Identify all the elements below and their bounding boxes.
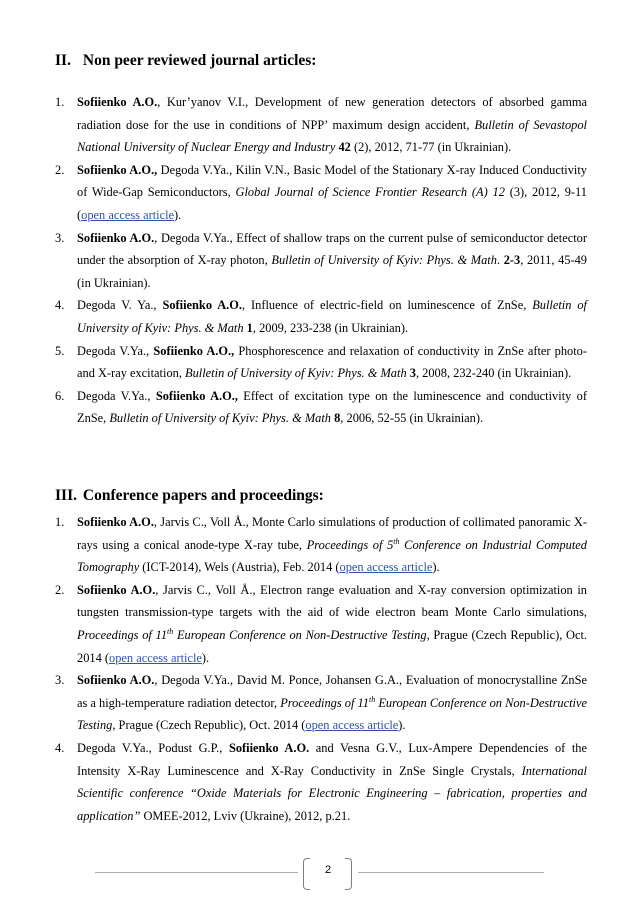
footer-divider-right bbox=[358, 872, 544, 873]
section-title: Non peer reviewed journal articles: bbox=[82, 52, 317, 69]
reference-item bbox=[55, 340, 587, 385]
reference-text: Degoda V. Ya., Sofiienko A.O., Influence of electric-field on luminescence of ZnSe, Bulletin of University of Kyiv: Phys. & Math 1, 2009, 233-238 (in Ukrainian). bbox=[77, 298, 587, 335]
open-access-link[interactable]: open access article bbox=[109, 650, 202, 665]
reference-number: 5. bbox=[55, 343, 65, 358]
reference-number: 2. bbox=[55, 162, 65, 177]
reference-text: Sofiienko A.O., Degoda V.Ya., David M. Ponce, Johansen G.A., Evaluation of monocrystalline ZnSe as a high-temperature radiation detector, Proceedings of 11th European Conference on Non-Destructive Testing, Prague (Czech Republic), Oct. 2014 (open access article). bbox=[77, 673, 587, 733]
page-number-bracket-left bbox=[303, 858, 310, 890]
reference-text: Sofiienko A.O., Jarvis C., Voll Å., Electron range evaluation and X-ray conversion optimization in tungsten transmission-type targets with the aid of wide electron beam Monte Carlo simulations, Proceedings of 11th European Conference on Non-Destructive Testing, Prague (Czech Republic), Oct. 2014 (open access article). bbox=[77, 582, 587, 665]
reference-number: 1. bbox=[55, 95, 65, 109]
reference-item bbox=[55, 511, 587, 579]
conference-papers-list bbox=[55, 511, 587, 827]
reference-text: Sofiienko A.O., Kur’yanov V.I., Development of new generation detectors of absorbed gamma radiation dose for the use in conditions of NPP’ maximum design accident, Bulletin of Sevastopol National University of Nuclear Energy and Industry 42 (2), 2012, 71-77 (in Ukrainian). bbox=[77, 95, 588, 155]
reference-number: 2. bbox=[55, 582, 65, 597]
open-access-link[interactable]: open access article bbox=[339, 560, 433, 575]
page-number-bracket-right bbox=[345, 858, 352, 890]
footer-divider-left bbox=[95, 872, 298, 873]
reference-text: Degoda V.Ya., Sofiienko A.O., Phosphorescence and relaxation of conductivity in ZnSe after photo- and X-ray excitation, Bulletin of University of Kyiv: Phys. & Math 3, 2008, 232-240 (in Ukrainian). bbox=[77, 343, 587, 381]
reference-text: Sofiienko A.O., Degoda V.Ya., Kilin V.N., Basic Model of the Stationary X-ray Induced Conductivity of Wide-Gap Semiconductors, Global Journal of Science Frontier Research (A) 12 (3), 2012, 9-11 (open access article). bbox=[77, 162, 587, 222]
reference-item bbox=[55, 737, 587, 827]
reference-item bbox=[55, 385, 587, 430]
reference-number: 4. bbox=[55, 298, 65, 313]
open-access-link[interactable]: open access article bbox=[305, 718, 399, 733]
reference-text: Degoda V.Ya., Podust G.P., Sofiienko A.O. and Vesna G.V., Lux-Ampere Dependencies of the Intensity X-Ray Luminescence and X-Ray Conductivity in ZnSe Single Crystals, International Scientific conference “Oxide Materials for Electronic Engineering – fabrication, properties and application” OMEE-2012, Lviv (Ukraine), 2012, p.21. bbox=[77, 740, 587, 823]
section-title: Conference papers and proceedings: bbox=[82, 487, 324, 504]
reference-text: Sofiienko A.O., Jarvis C., Voll Å., Monte Carlo simulations of production of collimated panoramic X-rays using a conical anode-type X-ray tube, Proceedings of 5th Conference on Industrial Computed Tomography (ICT-2014), Wels (Austria), Feb. 2014 (open access article). bbox=[77, 515, 587, 575]
reference-number: 4. bbox=[55, 740, 65, 755]
page-number: 2 bbox=[324, 864, 332, 876]
reference-number: 3. bbox=[55, 230, 65, 245]
reference-number: 1. bbox=[55, 515, 65, 529]
reference-text: Sofiienko A.O., Degoda V.Ya., Effect of shallow traps on the current pulse of semiconductor detector under the absorption of X-ray photon, Bulletin of University of Kyiv: Phys. & Math. 2-3, 2011, 45-49 (in Ukrainian). bbox=[77, 230, 587, 290]
section-number: II. bbox=[55, 52, 71, 69]
reference-item bbox=[55, 294, 587, 339]
section-number: III. bbox=[55, 487, 77, 504]
reference-number: 3. bbox=[55, 673, 65, 688]
reference-item bbox=[55, 669, 587, 737]
reference-item bbox=[55, 579, 587, 669]
reference-item bbox=[55, 159, 587, 227]
open-access-link[interactable]: open access article bbox=[81, 207, 175, 222]
section-heading-conference-papers bbox=[55, 487, 324, 505]
reference-item bbox=[55, 227, 587, 295]
reference-number: 6. bbox=[55, 388, 65, 403]
reference-item bbox=[55, 91, 587, 159]
reference-text: Degoda V.Ya., Sofiienko A.O., Effect of excitation type on the luminescence and conductivity of ZnSe, Bulletin of University of Kyiv: Phys. & Math 8, 2006, 52-55 (in Ukrainian). bbox=[77, 388, 587, 426]
journal-articles-list bbox=[55, 91, 587, 430]
section-heading-non-peer-reviewed bbox=[55, 52, 316, 70]
